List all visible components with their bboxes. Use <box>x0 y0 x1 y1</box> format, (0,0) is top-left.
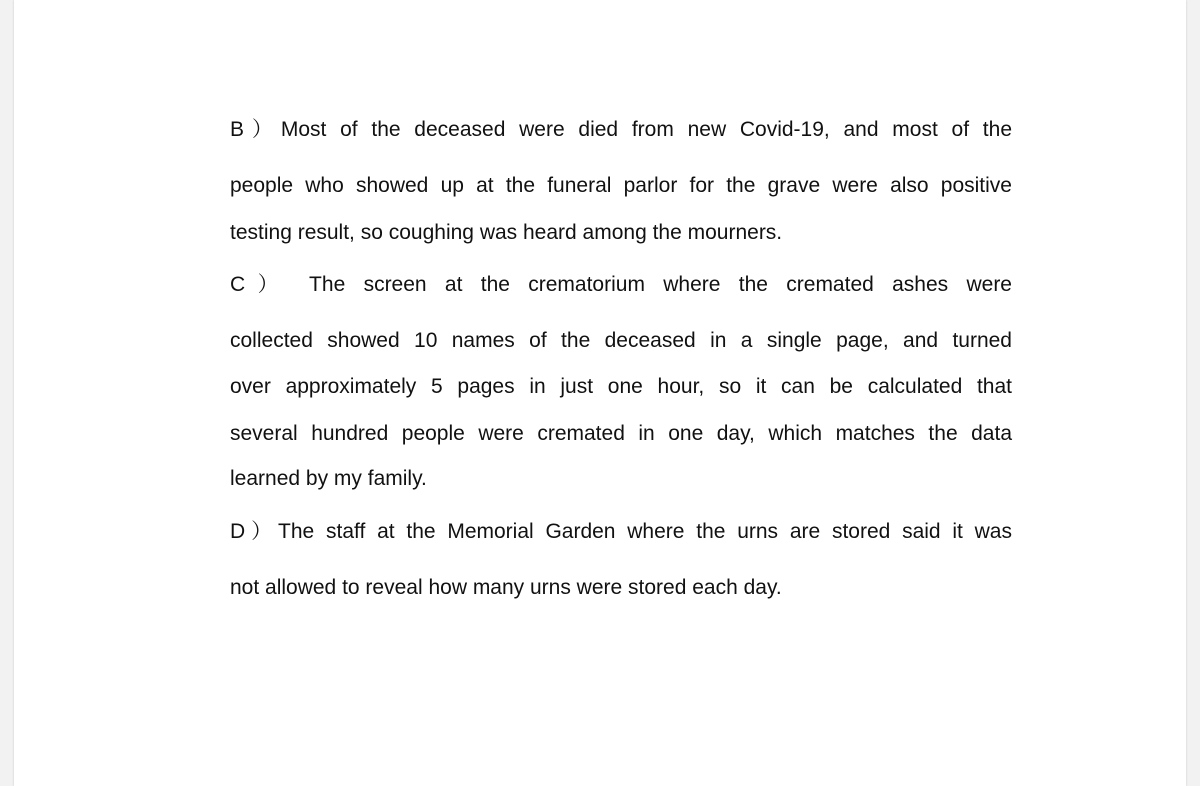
paragraph-d-line-1: D）The staff at the Memorial Garden where the urns are stored said it was <box>230 520 1012 543</box>
paragraph-c-line-1: C） The screen at the crematorium where the cremated ashes were <box>230 273 1012 296</box>
paragraph-c-line-5: learned by my family. <box>230 467 427 490</box>
paragraph-b-line-2: people who showed up at the funeral parlor for the grave were also positive <box>230 174 1012 197</box>
paragraph-b-line-1: B）Most of the deceased were died from new Covid-19, and most of the <box>230 118 1012 141</box>
paragraph-c-line-4: several hundred people were cremated in one day, which matches the data <box>230 422 1012 445</box>
document-page <box>14 0 1186 786</box>
paragraph-b-line-3: testing result, so coughing was heard among the mourners. <box>230 221 783 244</box>
paragraph-d-line-2: not allowed to reveal how many urns were stored each day. <box>230 576 782 599</box>
paragraph-c-line-2: collected showed 10 names of the deceased in a single page, and turned <box>230 329 1012 352</box>
paragraph-c-line-3: over approximately 5 pages in just one hour, so it can be calculated that <box>230 375 1012 398</box>
